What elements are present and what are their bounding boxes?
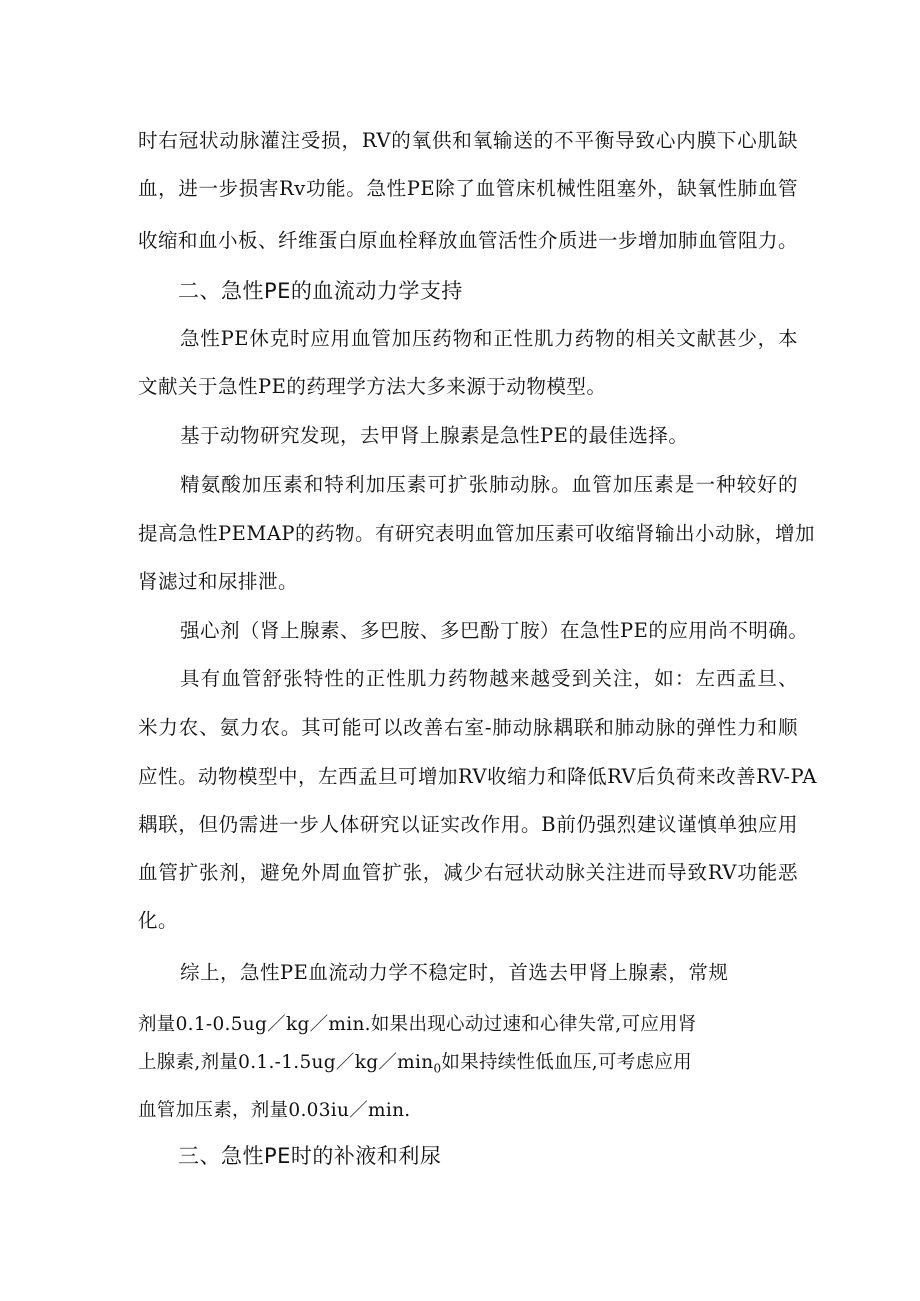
p5-line-2: 米力农、氨力农。其可能可以改善右室-肺动脉耦联和肺动脉的弹性力和顺 bbox=[138, 716, 798, 739]
p3-line-3: 肾滤过和尿排泄。 bbox=[138, 570, 299, 593]
p2-line: 基于动物研究发现，去甲肾上腺素是急性PE的最佳选择。 bbox=[180, 424, 689, 447]
section-3-heading: 三、急性PE时的补液和利尿 bbox=[178, 1144, 442, 1168]
dose-line-2-main: 上腺素,剂量0.1.-1.5ug／kg／min bbox=[138, 1052, 434, 1073]
p5-line-1: 具有血管舒张特性的正性肌力药物越来越受到关注，如：左西孟旦、 bbox=[180, 667, 798, 690]
intro-line-3: 收缩和血小板、纤维蛋白原血栓释放血管活性介质进一步增加肺血管阻力。 bbox=[138, 229, 799, 252]
dose-line-2 bbox=[138, 1050, 692, 1082]
p5-line-6: 化。 bbox=[138, 909, 179, 932]
p1-line-1: 急性PE休克时应用血管加压药物和正性肌力药物的相关文献甚少，本 bbox=[180, 327, 798, 350]
p5-line-3: 应性。动物模型中，左西孟旦可增加RV收缩力和降低RV后负荷来改善RV-PA bbox=[138, 765, 817, 788]
p5-line-5: 血管扩张剂，避免外周血管扩张，减少右冠状动脉关注进而导致RV功能恶 bbox=[138, 861, 798, 884]
p3-line-1: 精氨酸加压素和特利加压素可扩张肺动脉。血管加压素是一种较好的 bbox=[180, 473, 798, 496]
p3-line-2: 提高急性PEMAP的药物。有研究表明血管加压素可收缩肾输出小动脉，增加 bbox=[138, 522, 816, 545]
p1-line-2: 文献关于急性PE的药理学方法大多来源于动物模型。 bbox=[138, 375, 607, 398]
p5-line-4: 耦联，但仍需进一步人体研究以证实改作用。B前仍强烈建议谨慎单独应用 bbox=[138, 813, 798, 836]
p4-line: 强心剂（肾上腺素、多巴胺、多巴酚丁胺）在急性PE的应用尚不明确。 bbox=[180, 619, 809, 642]
intro-line-2: 血，进一步损害Rv功能。急性PE除了血管床机械性阻塞外，缺氧性肺血管 bbox=[138, 177, 798, 200]
dose-line-2-tail: 如果持续性低血压,可考虑应用 bbox=[441, 1052, 692, 1073]
intro-line-1: 时右冠状动脉灌注受损，RV的氧供和氧输送的不平衡导致心内膜下心肌缺 bbox=[138, 129, 798, 152]
dose-line-2-subscript: 0 bbox=[433, 1061, 442, 1076]
p6-line: 综上，急性PE血流动力学不稳定时，首选去甲肾上腺素，常规 bbox=[180, 961, 729, 984]
dose-line-3: 血管加压素，剂量0.03iu／min. bbox=[138, 1100, 411, 1121]
section-2-heading: 二、急性PE的血流动力学支持 bbox=[178, 279, 463, 303]
dose-line-1: 剂量0.1-0.5ug／kg／min.如果出现心动过速和心律失常,可应用肾 bbox=[138, 1014, 697, 1035]
